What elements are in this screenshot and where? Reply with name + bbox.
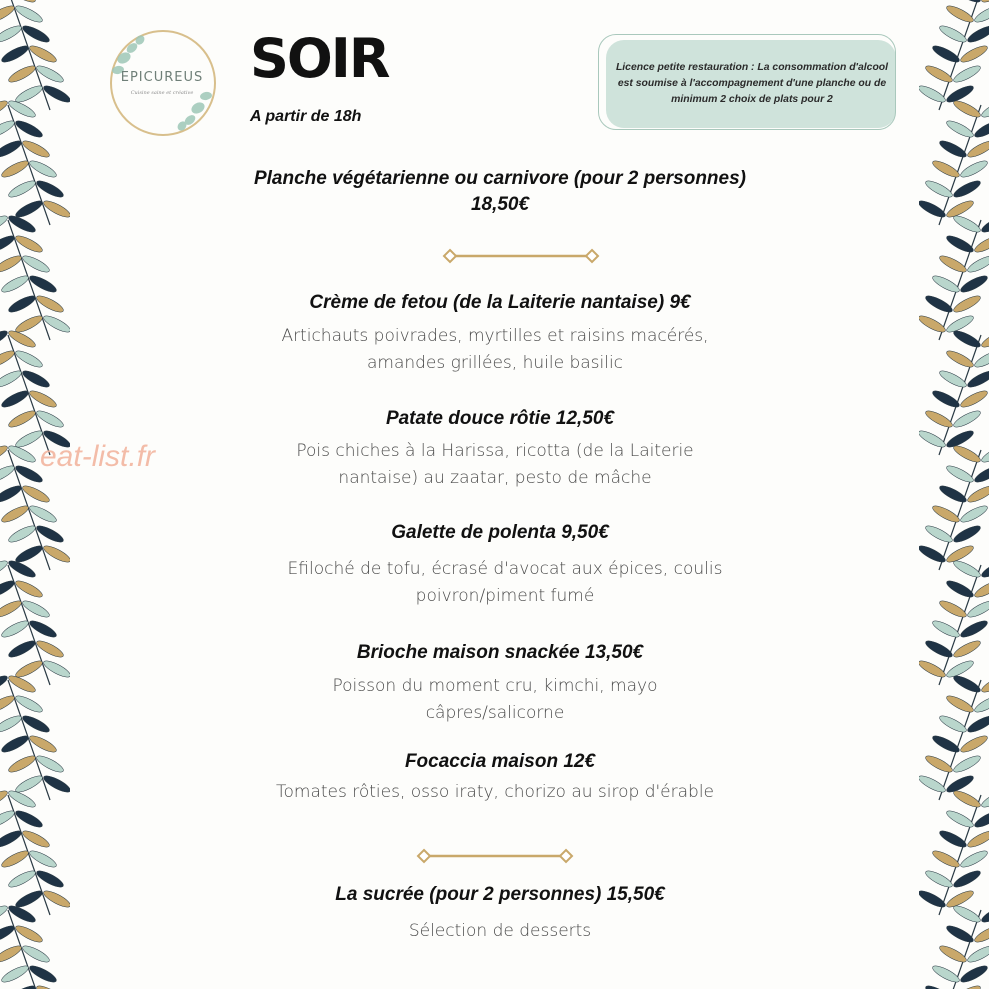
leaf-icon [924,753,955,775]
leaf-icon [966,943,989,965]
leaf-icon [42,888,70,910]
leaf-icon [14,693,45,715]
leaf-icon [945,578,976,600]
leaf-icon [0,388,30,410]
leaf-icon [28,963,59,985]
leaf-branch [0,328,70,455]
leaf-icon [952,63,983,85]
leaf-icon [924,868,955,890]
licence-notice [598,30,902,134]
leaf-icon [0,328,9,350]
leaf-icon [35,638,66,660]
leaf-branch [0,98,70,225]
leaf-icon [952,328,983,350]
notice-text: Licence petite restauration : La consommation d'alcool est soumise à l'accompagnement d'une planche ou de minimum 2 choix de plats pour 2 [615,62,889,105]
leaf-icon [952,903,983,925]
leaf-icon [0,273,30,295]
leaf-icon [952,98,983,120]
leaf-icon [931,848,962,870]
leaf-icon [952,443,983,465]
leaf-icon [42,198,70,220]
divider-top [442,248,600,264]
leaf-icon [959,848,989,870]
leaf-branch [919,328,989,455]
leaf-icon [0,578,16,600]
watermark: eat-list.fr [40,440,156,473]
leaf-icon [980,328,989,350]
leaf-icon [919,428,947,450]
leaf-icon [35,523,66,545]
leaf-icon [952,788,983,810]
leaf-icon [924,408,955,430]
leaf-icon [919,773,947,795]
leaf-branch [919,0,989,110]
leaf-icon [14,658,45,680]
leaf-icon [919,313,947,335]
leaf-icon [931,273,962,295]
leaf-icon [0,693,16,715]
main-title-5: Focaccia maison 12€ [404,751,596,772]
leaf-icon [0,848,30,870]
leaf-icon [980,213,989,235]
leaf-icon [931,733,962,755]
leaf-icon [938,483,969,505]
leaf-icon [959,733,989,755]
leaf-icon [959,273,989,295]
leaf-icon [938,713,969,735]
leaf-icon [966,598,989,620]
leaf-icon [966,138,989,160]
leaf-icon [35,983,66,989]
leaf-icon [931,388,962,410]
leaf-branch [919,213,989,340]
page-title: SOIR [250,27,389,90]
leaf-icon [28,848,59,870]
leaf-icon [21,138,52,160]
leaf-icon [980,443,989,465]
leaf-icon [0,213,9,235]
leaf-icon [952,213,983,235]
leaf-icon [0,253,23,275]
leaf-icon [980,903,989,925]
leaf-icon [14,3,45,25]
leaf-icon [35,868,66,890]
dessert-desc: Sélection de desserts [408,921,592,941]
leaf-icon [959,388,989,410]
leaf-icon [945,233,976,255]
main-desc-5: Tomates rôties, osso iraty, chorizo au sirop d'érable [275,782,715,802]
leaf-icon [952,0,983,5]
main-desc-2: Pois chiches à la Harissa, ricotta (de la Laiterie nantaise) au zaatar, pesto de mâche [296,441,694,488]
leaf-icon [35,408,66,430]
leaf-icon [7,523,38,545]
leaf-icon [14,313,45,335]
main-title-4: Brioche maison snackée 13,50€ [356,642,644,663]
leaf-icon [952,523,983,545]
leaf-icon [42,83,70,105]
leaf-icon [980,0,989,5]
leaf-icon [21,368,52,390]
leaf-icon [21,483,52,505]
leaf-icon [945,808,976,830]
leaf-icon [952,638,983,660]
leaf-icon [919,658,947,680]
leaf-icon [14,118,45,140]
leaf-branch [919,788,989,915]
leaf-icon [959,618,989,640]
leaf-icon [0,348,16,370]
leaf-branch [0,213,70,340]
leaf-icon [35,753,66,775]
leaf-icon [14,888,45,910]
leaf-icon [7,983,38,989]
leaf-icon [21,828,52,850]
leaf-icon [924,523,955,545]
leaf-icon [0,138,23,160]
leaf-icon [959,963,989,985]
leaf-icon [924,178,955,200]
leaf-icon [924,983,955,989]
leaf-icon [7,408,38,430]
leaf-icon [931,158,962,180]
leaf-branch [0,558,70,685]
leaf-icon [952,408,983,430]
leaf-icon [966,828,989,850]
leaf-icon [980,98,989,120]
leaf-icon [21,713,52,735]
leaf-icon [952,868,983,890]
leaf-icon [7,753,38,775]
main-desc-1: Artichauts poivrades, myrtilles et raisins macérés, amandes grillées, huile basilic [281,326,709,373]
leaf-icon [35,293,66,315]
leaf-icon [980,788,989,810]
leaf-icon [14,198,45,220]
leaf-icon [0,3,16,25]
leaf-branch [919,673,989,800]
main-desc-4: Poisson du moment cru, kimchi, mayo câpres/salicorne [332,676,658,723]
leaf-icon [966,713,989,735]
leaf-branch [919,98,989,225]
leaf-icon [952,983,983,989]
leaf-icon [28,503,59,525]
leaf-icon [14,923,45,945]
leaf-branch [919,558,989,685]
leaf-icon [945,693,976,715]
leaf-icon [28,273,59,295]
leaf-icon [14,808,45,830]
leaf-icon [28,388,59,410]
divider-bottom [416,848,574,864]
leaf-icon [919,83,947,105]
leaf-icon [0,558,9,580]
leaf-icon [966,368,989,390]
leaf-icon [938,828,969,850]
leaf-icon [0,483,23,505]
leaf-icon [0,43,30,65]
leaf-icon [14,233,45,255]
leaf-icon [0,233,16,255]
leaf-icon [966,253,989,275]
leaf-icon [938,253,969,275]
leaf-icon [980,558,989,580]
leaf-icon [0,23,23,45]
leaf-icon [0,0,9,5]
leaf-icon [924,63,955,85]
leaf-icon [21,23,52,45]
leaf-icon [21,598,52,620]
leaf-icon [919,543,947,565]
main-title-1: Crème de fetou (de la Laiterie nantaise) 9€ [309,292,691,313]
leaf-icon [28,733,59,755]
starter-title: Planche végétarienne ou carnivore (pour 2 personnes) 18,50€ [253,168,747,215]
leaf-icon [952,178,983,200]
leaf-icon [952,293,983,315]
leaf-icon [0,368,23,390]
leaf-icon [931,503,962,525]
leaf-icon [0,158,30,180]
leaf-icon [966,483,989,505]
leaf-icon [35,178,66,200]
leaf-icon [42,658,70,680]
leaf-icon [931,43,962,65]
leaf-icon [14,578,45,600]
leaf-icon [28,43,59,65]
leaf-icon [0,598,23,620]
leaf-border-right [919,0,989,989]
leaf-icon [0,463,16,485]
leaf-branch [919,903,989,989]
leaf-icon [0,828,23,850]
restaurant-logo [106,28,218,136]
leaf-icon [945,923,976,945]
leaf-icon [0,98,9,120]
leaf-branch [0,903,70,989]
leaf-branch [919,443,989,570]
leaf-icon [0,673,9,695]
leaf-icon [919,198,947,220]
leaf-icon [938,138,969,160]
leaf-icon [0,903,9,925]
leaf-icon [952,753,983,775]
logo-tagline: Cuisine saine et créative [130,90,194,96]
leaf-icon [924,293,955,315]
leaf-branch [0,673,70,800]
leaf-icon [0,733,30,755]
leaf-icon [14,773,45,795]
leaf-icon [42,313,70,335]
leaf-icon [0,618,30,640]
leaf-icon [42,773,70,795]
leaf-icon [0,943,23,965]
leaf-icon [959,503,989,525]
leaf-icon [938,598,969,620]
leaf-icon [945,118,976,140]
leaf-icon [931,618,962,640]
leaf-icon [945,3,976,25]
main-title-2: Patate douce rôtie 12,50€ [385,408,615,429]
leaf-icon [35,63,66,85]
leaf-icon [7,178,38,200]
page-subtitle: A partir de 18h [250,108,362,125]
leaf-icon [966,23,989,45]
leaf-icon [959,43,989,65]
leaf-icon [924,638,955,660]
leaf-icon [938,23,969,45]
leaf-icon [0,808,16,830]
leaf-icon [14,543,45,565]
leaf-icon [14,83,45,105]
leaf-icon [0,713,23,735]
leaf-icon [0,788,9,810]
leaf-icon [7,868,38,890]
leaf-branch [0,0,70,110]
leaf-icon [7,293,38,315]
leaf-icon [938,368,969,390]
leaf-icon [14,348,45,370]
main-title-3: Galette de polenta 9,50€ [391,522,609,543]
leaf-icon [21,943,52,965]
leaf-icon [21,253,52,275]
leaf-icon [952,558,983,580]
leaf-icon [919,888,947,910]
dessert-title: La sucrée (pour 2 personnes) 15,50€ [335,884,665,905]
leaf-branch [0,788,70,915]
logo-name: EPICUREUS [120,70,204,85]
leaf-icon [42,543,70,565]
leaf-icon [931,963,962,985]
leaf-icon [952,673,983,695]
leaf-icon [0,118,16,140]
leaf-icon [7,63,38,85]
leaf-icon [945,463,976,485]
leaf-icon [0,923,16,945]
leaf-icon [28,618,59,640]
main-desc-3: Efiloché de tofu, écrasé d'avocat aux épices, coulis poivron/piment fumé [287,559,723,606]
leaf-icon [0,443,9,465]
leaf-icon [0,503,30,525]
leaf-border-left [0,0,70,989]
leaf-icon [945,348,976,370]
leaf-icon [28,158,59,180]
leaf-icon [7,638,38,660]
leaf-icon [980,673,989,695]
leaf-icon [938,943,969,965]
leaf-icon [0,963,30,985]
leaf-icon [959,158,989,180]
